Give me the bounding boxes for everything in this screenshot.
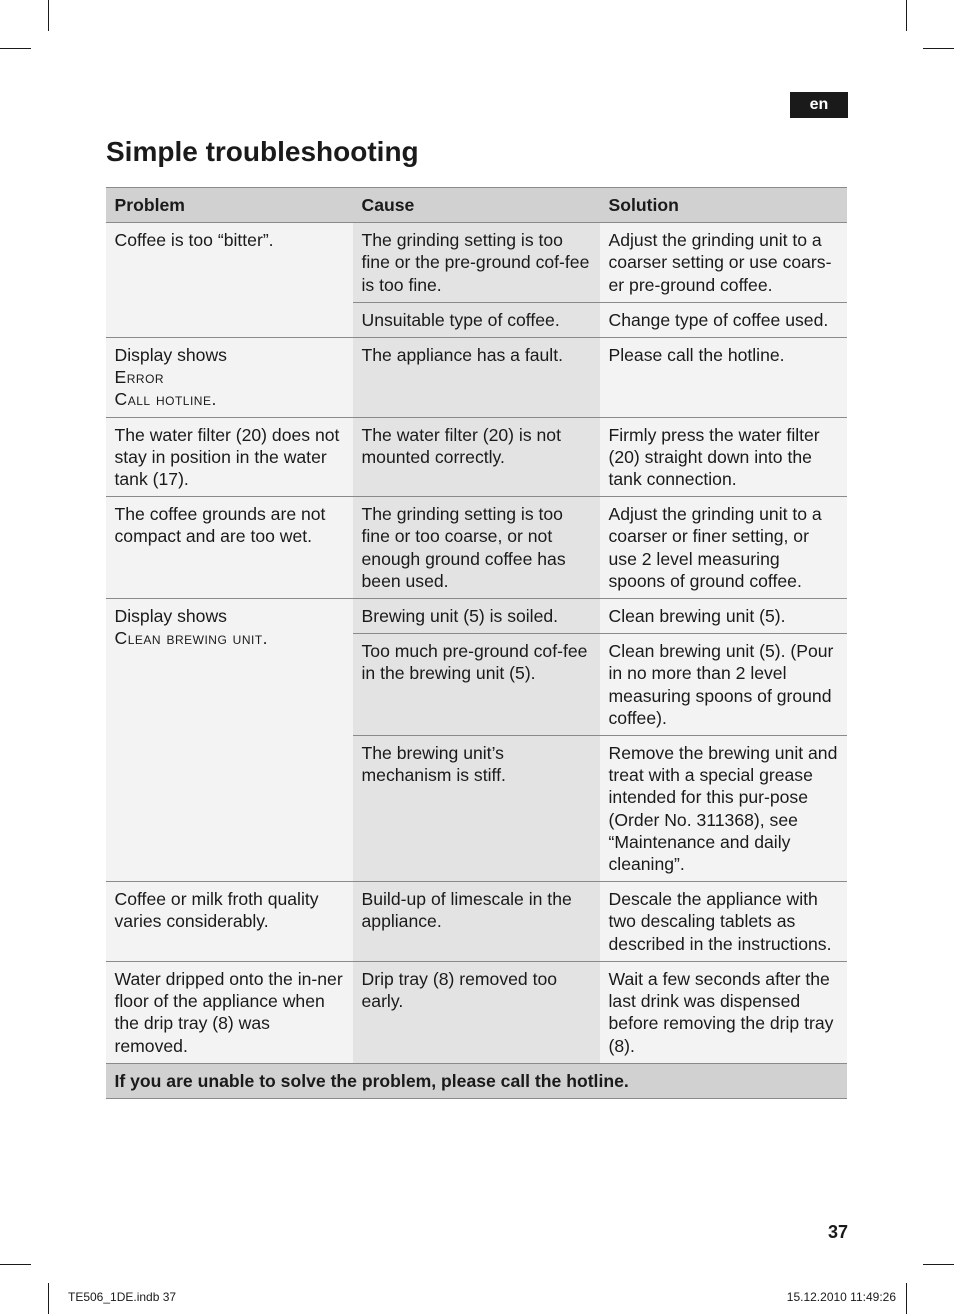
table-row <box>106 417 847 497</box>
cause-cell: The grinding setting is too fine or too coarse, or not enough ground coffee has been used. <box>353 497 600 599</box>
table-row <box>106 882 847 962</box>
cause-cell: Unsuitable type of coffee. <box>353 302 600 337</box>
problem-text: Coffee or milk froth quality varies considerably. <box>114 889 319 932</box>
problem-cell <box>106 961 353 1063</box>
cause-cell: Drip tray (8) removed too early. <box>353 961 600 1063</box>
table-footer-row <box>106 1063 847 1098</box>
solution-cell: Wait a few seconds after the last drink was dispensed before removing the drip tray (8). <box>600 961 847 1063</box>
table-row <box>106 599 847 634</box>
hotline-note: If you are unable to solve the problem, please call the hotline. <box>106 1063 847 1098</box>
display-message: Error <box>114 367 165 388</box>
problem-text: Coffee is too “bitter”. <box>114 230 274 251</box>
solution-cell: Firmly press the water filter (20) straight down into the tank connection. <box>600 417 847 497</box>
problem-text: Display shows <box>114 606 227 627</box>
table-row <box>106 497 847 599</box>
cause-cell: Build-up of limescale in the appliance. <box>353 882 600 962</box>
problem-cell <box>106 417 353 497</box>
display-message: Clean brewing unit. <box>114 628 269 649</box>
print-file-info: TE506_1DE.indb 37 <box>68 1290 177 1304</box>
page-number: 37 <box>827 1222 848 1242</box>
solution-cell: Remove the brewing unit and treat with a special grease intended for this pur-pose (Order No. 311368), see “Maintenance and daily cleaning”. <box>600 736 847 882</box>
problem-text: Water dripped onto the in-ner floor of the appliance when the drip tray (8) was removed. <box>114 968 343 1056</box>
header-cause: Cause <box>353 188 600 223</box>
problem-text: Display shows <box>114 345 227 366</box>
problem-cell <box>106 599 353 882</box>
solution-cell: Clean brewing unit (5). <box>600 599 847 634</box>
crop-mark <box>0 1264 31 1265</box>
cause-cell: The water filter (20) is not mounted correctly. <box>353 417 600 497</box>
page-title: Simple troubleshooting <box>106 136 419 167</box>
crop-mark <box>48 1283 49 1314</box>
language-tab: en <box>790 92 848 118</box>
header-solution: Solution <box>600 188 847 223</box>
solution-cell: Adjust the grinding unit to a coarser setting or use coars-er pre-ground coffee. <box>600 223 847 303</box>
problem-cell <box>106 497 353 599</box>
solution-cell: Change type of coffee used. <box>600 302 847 337</box>
solution-cell: Descale the appliance with two descaling tablets as described in the instructions. <box>600 882 847 962</box>
cause-cell: Brewing unit (5) is soiled. <box>353 599 600 634</box>
table-row <box>106 961 847 1063</box>
solution-cell: Clean brewing unit (5). (Pour in no more than 2 level measuring spoons of ground coffee). <box>600 634 847 736</box>
display-message: Call hotline. <box>114 389 217 410</box>
cause-cell: Too much pre-ground cof-fee in the brewing unit (5). <box>353 634 600 736</box>
cause-cell: The grinding setting is too fine or the pre-ground cof-fee is too fine. <box>353 223 600 303</box>
table-row <box>106 338 847 418</box>
problem-cell <box>106 338 353 418</box>
crop-mark <box>0 48 31 49</box>
troubleshooting-table <box>106 187 847 1099</box>
solution-cell: Adjust the grinding unit to a coarser or finer setting, or use 2 level measuring spoons of ground coffee. <box>600 497 847 599</box>
problem-text: The coffee grounds are not compact and are too wet. <box>114 504 326 547</box>
cause-cell: The appliance has a fault. <box>353 338 600 418</box>
cause-cell: The brewing unit’s mechanism is stiff. <box>353 736 600 882</box>
crop-mark <box>923 48 954 49</box>
crop-mark <box>906 0 907 31</box>
print-timestamp: 15.12.2010 11:49:26 <box>786 1290 896 1304</box>
header-problem: Problem <box>106 188 353 223</box>
crop-mark <box>906 1283 907 1314</box>
problem-text: The water filter (20) does not stay in position in the water tank (17). <box>114 424 340 490</box>
solution-cell: Please call the hotline. <box>600 338 847 418</box>
table-header-row <box>106 188 847 223</box>
crop-mark <box>48 0 49 31</box>
crop-mark <box>923 1264 954 1265</box>
problem-cell <box>106 882 353 962</box>
table-row <box>106 223 847 303</box>
problem-cell <box>106 223 353 338</box>
